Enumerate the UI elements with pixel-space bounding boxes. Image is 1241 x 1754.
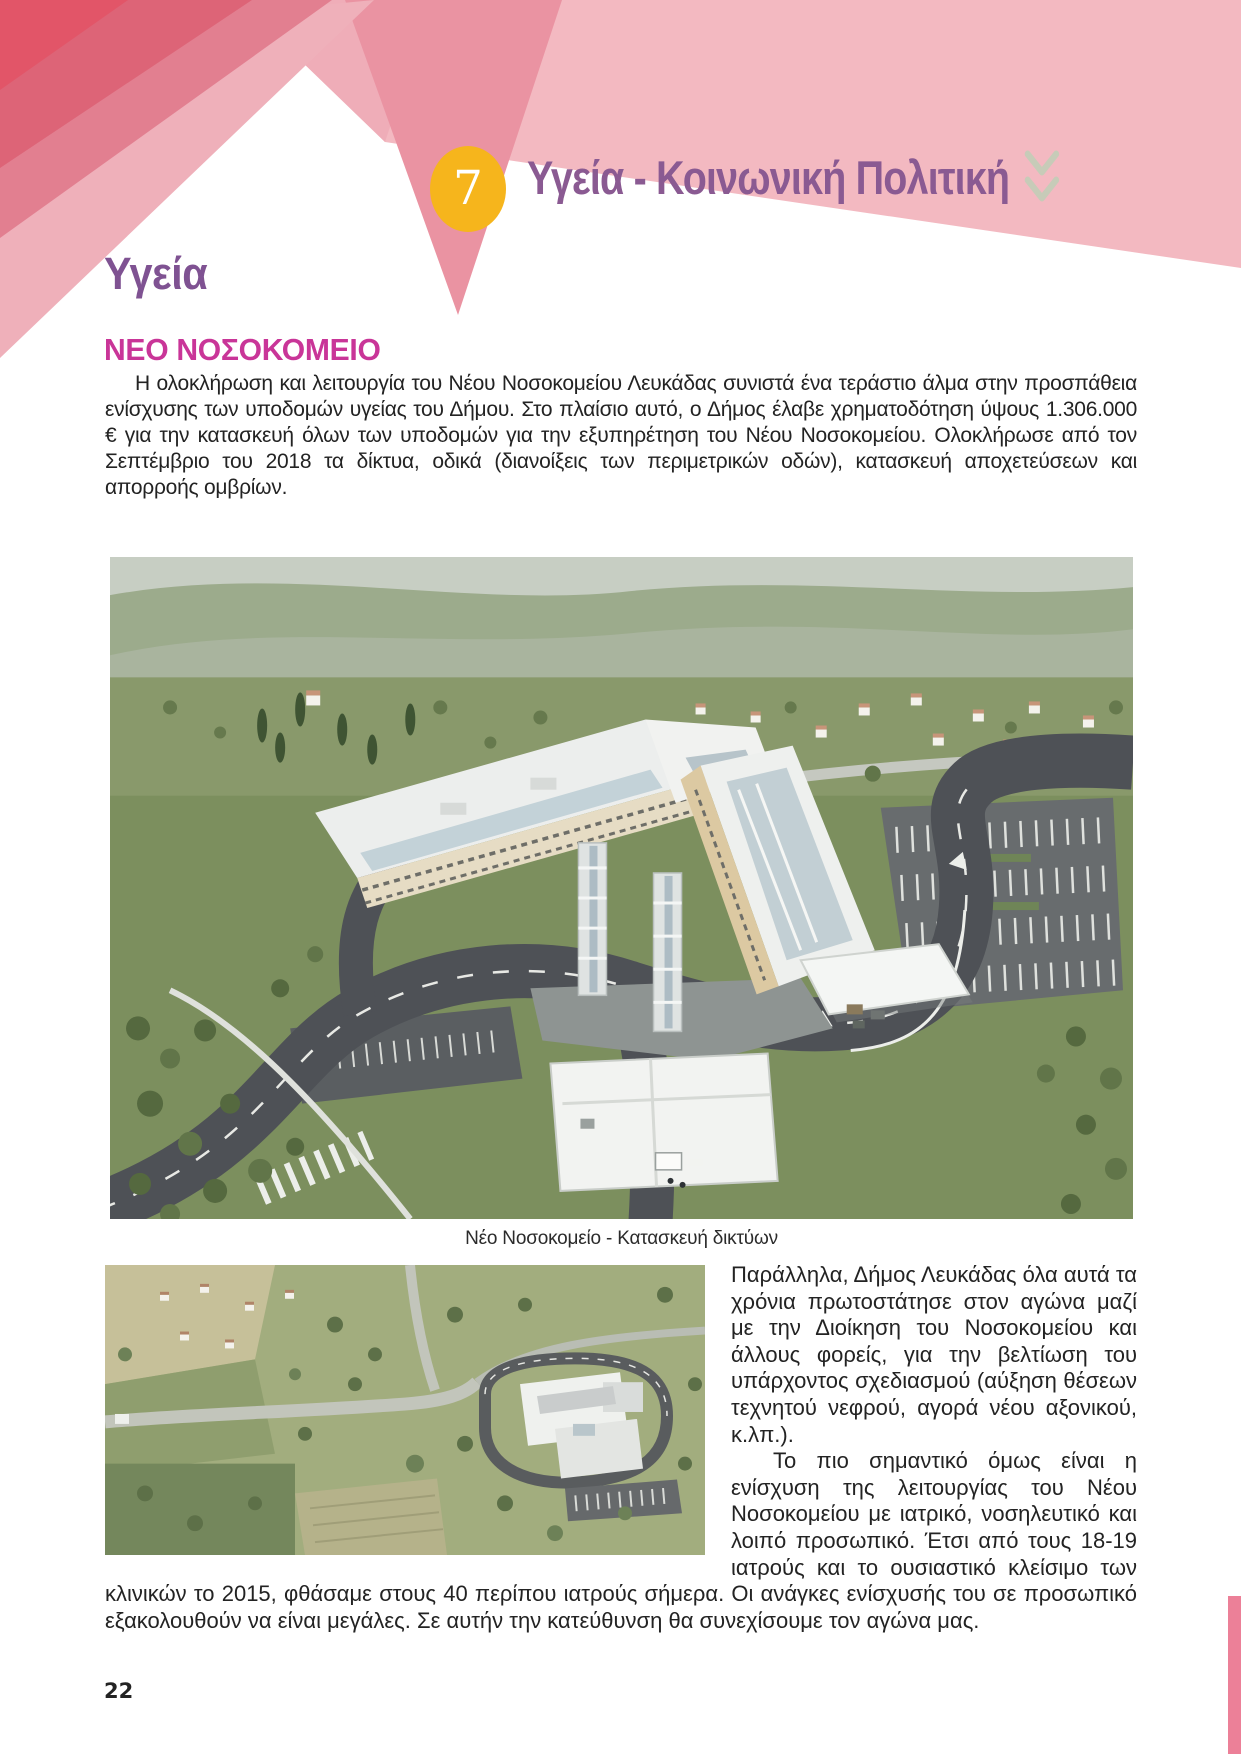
page-number: 22 xyxy=(104,1679,134,1703)
photo-caption: Νέο Νοσοκομείο - Κατασκευή δικτύων xyxy=(465,1228,778,1249)
chapter-header xyxy=(527,150,1060,206)
chapter-number: 7 xyxy=(453,160,483,216)
intro-paragraph: Η ολοκλήρωση και λειτουργία του Νέου Νοσοκομείου Λευκάδας συνιστά ένα τεράστιο άλμα στην προσπάθεια ενίσχυσης των υποδομών υγείας του Δήμου. Στο πλαίσιο αυτό, ο Δήμος έλαβε χρηματοδότηση ύψους 1.306.000 € για την κατασκευή όλων των υποδομών για την εξυπηρέτηση του Νέου Νοσοκομείου. Ολοκλήρωσε από τον Σεπτέμβριο του 2018 τα δίκτυα, οδικά (διανοίξεις των περιμετρικών οδών), κατασκευή αποχετεύσεων και απορροής ομβρίων. xyxy=(105,372,1137,499)
section-title: Υγεία xyxy=(104,248,208,299)
bottom-section xyxy=(105,1262,1137,1634)
side-accent-bar xyxy=(1228,1596,1241,1754)
hospital-aerial-photo xyxy=(110,557,1133,1219)
chapter-title: Υγεία - Κοινωνική Πολιτική xyxy=(527,151,1010,205)
body-paragraph-1: Παράλληλα, Δήμος Λευκάδας όλα αυτά τα χρόνια πρωτοστάτησε στον αγώνα μαζί με την Διοίκηση του Νοσοκομείου και άλλους φορείς, για την βελτίωση του υπάρχοντος σχεδιασμού (αύξηση θέσεων τεχνητού νεφρού, αγορά νέου αξονικού, κ.λπ.). xyxy=(731,1262,1137,1447)
double-chevron-down-icon xyxy=(1024,150,1059,206)
body-paragraph-2: Το πιο σημαντικό όμως είναι η ενίσχυση της λειτουργίας του Νέου Νοσοκομείου με ιατρικό, νοσηλευτικό και λοιπό προσωπικό. Έτσι από τους 18-19 ιατρούς και το ουσιαστικό κλείσιμο των κλινικών το 2015, φθάσαμε στους 40 περίπου ιατρούς σήμερα. Οι ανάγκες ενίσχυσής του σε προσωπικό εξακολουθούν να είναι μεγάλες. Σε αυτήν την κατεύθυνση θα συνεχίσουμε τον αγώνα μας. xyxy=(105,1448,1137,1633)
article-heading: ΝΕΟ ΝΟΣΟΚΟΜΕΙΟ xyxy=(104,332,381,367)
aerial-overview-photo xyxy=(105,1265,705,1555)
chapter-number-badge xyxy=(430,146,506,232)
